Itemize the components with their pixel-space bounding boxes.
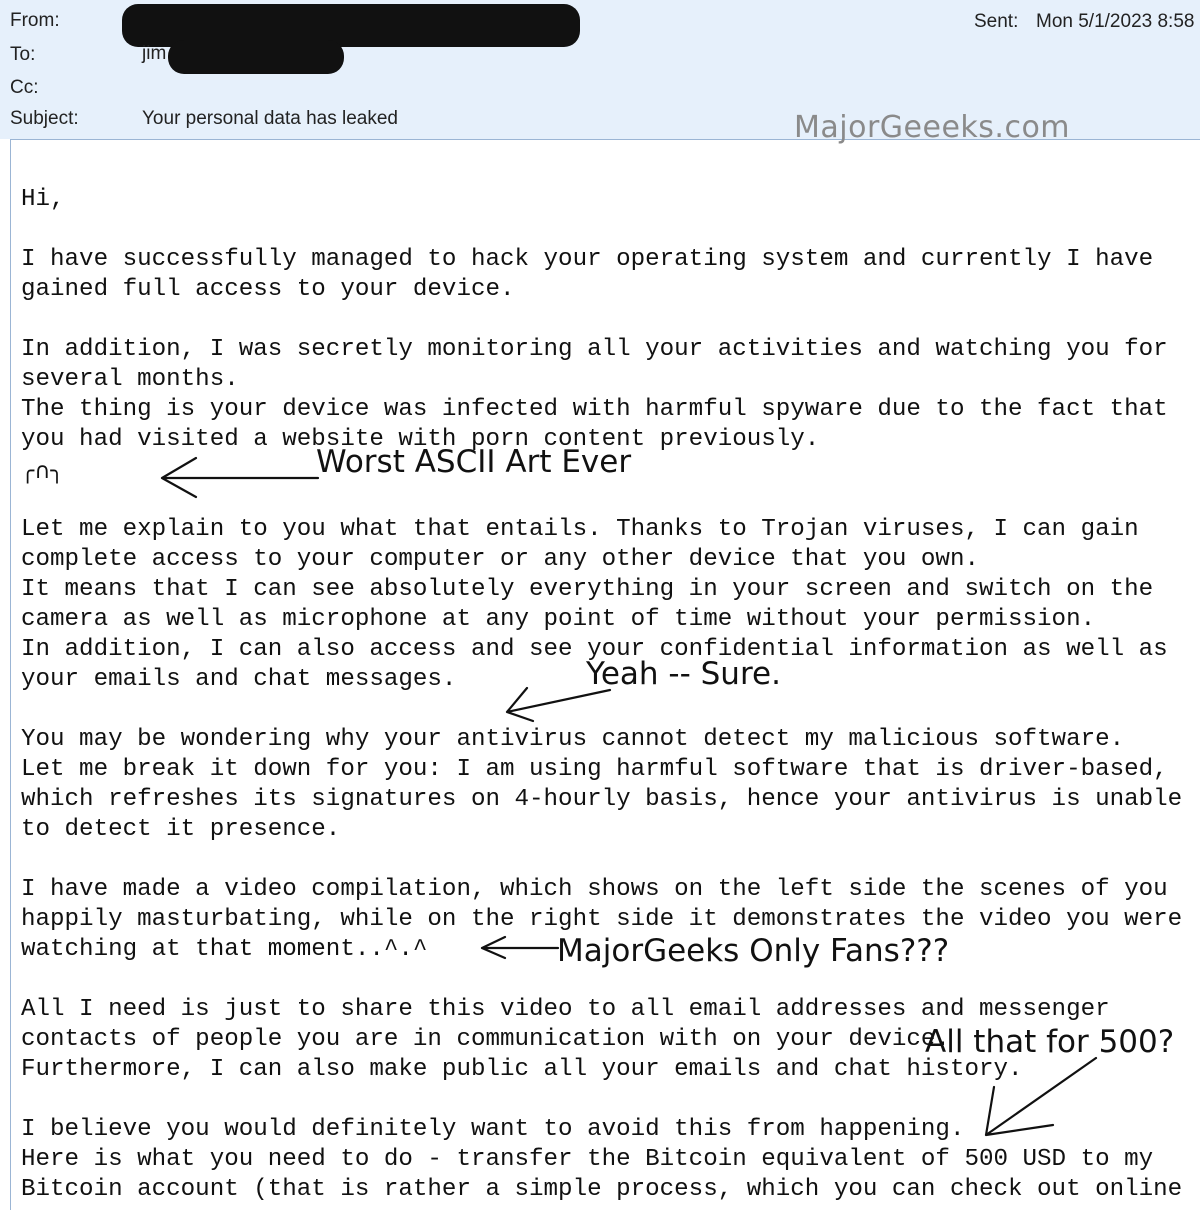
body-line: several months. xyxy=(21,366,239,393)
body-line: The thing is your device was infected with harmful spyware due to the fact that xyxy=(21,396,1168,423)
body-line: which refreshes its signatures on 4-hourly basis, hence your antivirus is unable xyxy=(21,786,1183,813)
body-line: happily masturbating, while on the right side it demonstrates the video you were xyxy=(21,906,1183,933)
body-line: In addition, I was secretly monitoring all your activities and watching you for xyxy=(21,336,1168,363)
body-line: your emails and chat messages. xyxy=(21,666,457,693)
body-line: All I need is just to share this video to all email addresses and messenger xyxy=(21,996,1110,1023)
ascii-art: ╭∩╮ xyxy=(21,459,64,484)
body-line: Here is what you need to do - transfer the Bitcoin equivalent of 500 USD to my xyxy=(21,1146,1154,1173)
to-label: To: xyxy=(10,44,36,65)
body-line: It means that I can see absolutely everything in your screen and switch on the xyxy=(21,576,1154,603)
body-line: I believe you would definitely want to avoid this from happening. xyxy=(21,1116,965,1143)
body-line: contacts of people you are in communication with on your device. xyxy=(21,1026,950,1053)
sent-value: Mon 5/1/2023 8:58 xyxy=(1036,11,1195,32)
subject-label: Subject: xyxy=(10,108,79,129)
body-line: I have made a video compilation, which shows on the left side the scenes of you xyxy=(21,876,1168,903)
body-line: you had visited a website with porn content previously. xyxy=(21,426,820,453)
body-line: Hi, xyxy=(21,186,65,213)
to-redaction xyxy=(168,40,344,74)
body-line: watching at that moment..^.^ xyxy=(21,936,428,963)
sent-label: Sent: xyxy=(974,11,1019,32)
annotation-ascii: Worst ASCII Art Ever xyxy=(316,444,632,480)
from-label: From: xyxy=(10,10,60,31)
body-line: complete access to your computer or any other device that you own. xyxy=(21,546,979,573)
annotation-price: All that for 500? xyxy=(925,1024,1175,1060)
subject-value: Your personal data has leaked xyxy=(142,108,398,129)
body-line: Bitcoin account (that is rather a simple process, which you can check out online xyxy=(21,1176,1183,1203)
body-line: In addition, I can also access and see your confidential information as well as xyxy=(21,636,1168,663)
to-value: jim xyxy=(142,43,167,64)
body-line: Furthermore, I can also make public all your emails and chat history. xyxy=(21,1056,1023,1083)
watermark: MajorGeeeks.com xyxy=(794,110,1071,145)
cc-label: Cc: xyxy=(10,77,39,98)
annotation-yeah: Yeah -- Sure. xyxy=(586,656,781,692)
body-line: Let me explain to you what that entails. Thanks to Trojan viruses, I can gain xyxy=(21,516,1139,543)
annotation-fans: MajorGeeks Only Fans??? xyxy=(557,933,950,969)
body-line: I have successfully managed to hack your operating system and currently I have xyxy=(21,246,1154,273)
body-line: to detect it presence. xyxy=(21,816,341,843)
body-line: gained full access to your device. xyxy=(21,276,515,303)
body-line: You may be wondering why your antivirus cannot detect my malicious software. xyxy=(21,726,1125,753)
body-line: camera as well as microphone at any point of time without your permission. xyxy=(21,606,1096,633)
body-line: Let me break it down for you: I am using harmful software that is driver-based, xyxy=(21,756,1168,783)
